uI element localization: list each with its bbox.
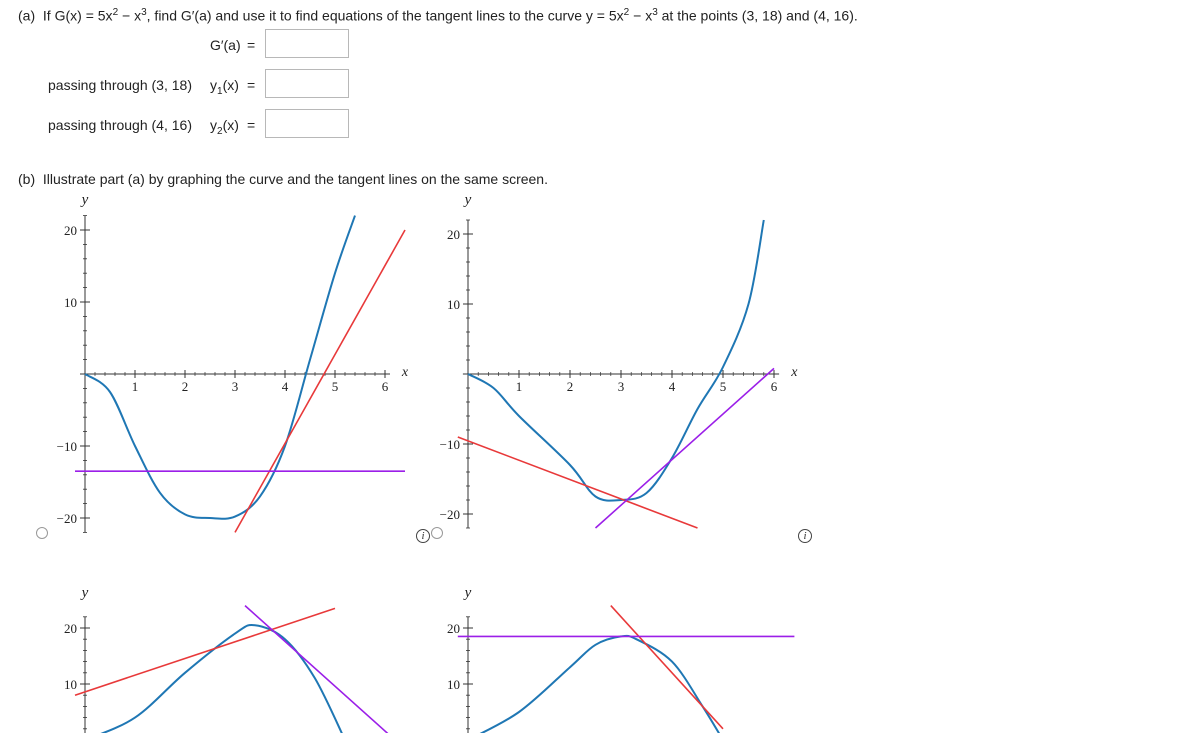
x-tick-label: 6 [381, 379, 389, 394]
info-icon[interactable]: i [416, 529, 430, 543]
y1-sub: 1 [217, 85, 223, 97]
chart-2 [440, 192, 799, 528]
part-b-question [18, 171, 548, 187]
y-tick-label: −10 [56, 439, 77, 454]
x-tick-label: 4 [668, 379, 676, 394]
tangent-line-red [235, 230, 405, 532]
y-tick-label: −20 [56, 511, 77, 526]
equals-sign-2: = [596, 7, 605, 24]
exponent-2b: 2 [623, 7, 630, 18]
y-tick-label: 20 [447, 227, 460, 242]
equals-sign-row1: = [247, 37, 256, 53]
series-group [75, 606, 395, 733]
y-tick-label: 20 [64, 223, 77, 238]
part-a-label: (a) [18, 7, 36, 24]
graph-option-1-radio[interactable] [36, 527, 48, 539]
y2-label [210, 117, 239, 137]
curve-line [468, 220, 764, 501]
y1-label [210, 77, 239, 97]
series-group [458, 606, 795, 733]
find-text: , find G′(a) and use it to find equations of the tangent lines to the curve [146, 7, 582, 24]
x-tick-label: 1 [131, 379, 139, 394]
y-axis-label: y [464, 192, 472, 208]
term-5x: 5x [97, 7, 113, 24]
tangent-line-purple [245, 606, 395, 733]
y-axis-label: y [81, 192, 89, 208]
tangent1-answer-input[interactable] [265, 69, 349, 98]
tangent2-answer-input[interactable] [265, 109, 349, 138]
points-text: at the points (3, 18) and (4, 16). [661, 7, 858, 24]
y-axis-label: y [464, 585, 472, 602]
part-a-intro: If [42, 7, 51, 24]
y2-rest: (x) [222, 117, 239, 133]
minus-sign: − [122, 7, 131, 24]
x-tick-label: 3 [231, 379, 239, 394]
curve-line [85, 216, 355, 519]
y-tick-label: 10 [447, 677, 460, 692]
x-tick-label: 1 [515, 379, 523, 394]
x-tick-label: 3 [617, 379, 625, 394]
info-icon[interactable]: i [798, 529, 812, 543]
chart-4 [447, 585, 794, 733]
graph-option-1[interactable] [0, 190, 420, 550]
tangent-line-red [458, 437, 698, 528]
equals-sign: = [85, 7, 94, 24]
exponent-3: 3 [141, 7, 147, 18]
exponent-2: 2 [112, 7, 119, 18]
row3-prefix: passing through (4, 16) [48, 117, 192, 133]
x-tick-label: 2 [566, 379, 574, 394]
graph-option-2[interactable] [410, 190, 830, 550]
part-b-text: Illustrate part (a) by graphing the curve and the tangent lines on the same screen. [42, 171, 548, 187]
equals-sign-row2: = [247, 77, 256, 93]
chart-1 [57, 192, 409, 532]
term-5x-2: 5x [608, 7, 624, 24]
y-tick-label: −10 [439, 437, 460, 452]
y-tick-label: 10 [447, 297, 460, 312]
y1-rest: (x) [222, 77, 239, 93]
row2-prefix: passing through (3, 18) [48, 77, 192, 93]
curve-line [468, 636, 723, 733]
y-tick-label: 10 [64, 677, 77, 692]
term-x-2: x [645, 7, 653, 24]
exponent-3b: 3 [652, 7, 658, 18]
equals-sign-row3: = [247, 117, 256, 133]
y-tick-label: −20 [439, 507, 460, 522]
part-a-question [18, 7, 858, 24]
y-var: y [585, 7, 593, 24]
y-tick-label: 20 [64, 621, 77, 636]
minus-sign-2: − [633, 7, 642, 24]
x-tick-label: 5 [719, 379, 727, 394]
derivative-label: G′(a) [210, 37, 241, 53]
x-axis-label: x [791, 365, 798, 380]
x-tick-label: 2 [181, 379, 189, 394]
y-axis-label: y [81, 585, 89, 602]
chart-3 [64, 585, 395, 733]
y1-main: y [210, 77, 217, 93]
y-tick-label: 10 [64, 295, 77, 310]
x-axis-label: x [401, 365, 409, 380]
x-tick-label: 4 [281, 379, 289, 394]
graph-option-2-radio[interactable] [431, 527, 443, 539]
y2-sub: 2 [217, 125, 223, 137]
graph-option-4[interactable] [410, 555, 830, 733]
tangent-line-red [611, 606, 723, 729]
y2-main: y [210, 117, 217, 133]
term-x: x [134, 7, 142, 24]
x-tick-label: 5 [331, 379, 339, 394]
part-b-label: (b) [18, 171, 36, 187]
function-name: G(x) [54, 7, 82, 24]
y-tick-label: 20 [447, 621, 460, 636]
derivative-answer-input[interactable] [265, 29, 349, 58]
graph-option-3[interactable] [0, 555, 420, 733]
x-tick-label: 6 [770, 379, 778, 394]
